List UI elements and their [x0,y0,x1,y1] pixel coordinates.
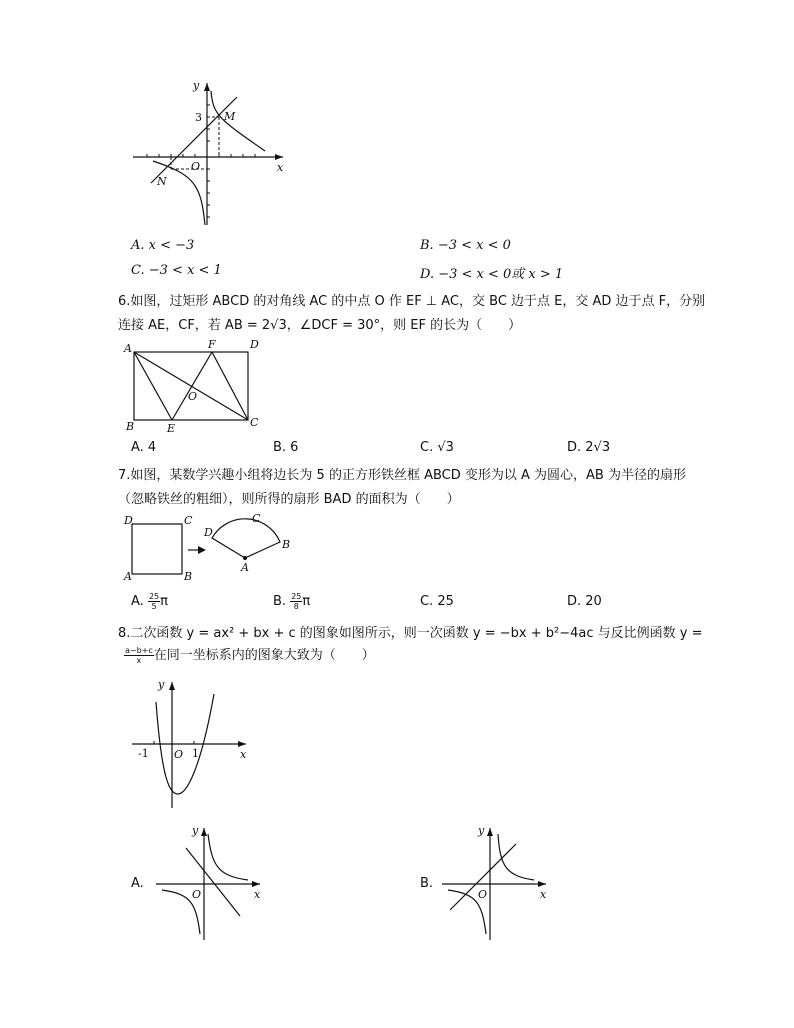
q6-option-d[interactable]: D. 2√3 [567,440,611,455]
q8-option-b-x-arrow-icon [538,881,546,887]
q8-option-a-hyperbola-1 [208,834,248,880]
q8-option-b-y-arrow-icon [487,828,493,836]
q5-origin-label: O [191,160,201,173]
q7-center-point [243,556,247,560]
q5-x-arrow-icon [275,154,283,160]
q8-question-line-2 [124,644,375,665]
q8-option-b-x-label: x [540,888,547,901]
q6-question-line-2: 连接 AE，CF，若 AB = 2√3，∠DCF = 30°，则 EF 的长为（ ） [118,318,522,333]
q5-x-label: x [277,161,284,174]
q7-option-b-prefix: B. [273,594,287,609]
q7-square-label-a: A [124,570,132,583]
q8-option-a-origin-label: O [192,888,202,901]
q5-option-a[interactable]: A. x < −3 [131,238,195,253]
q7-option-b[interactable] [273,592,310,611]
q7-sector [212,519,280,558]
q8-option-a-y-arrow-icon [201,828,207,836]
q8-question-line-2-rest: 在同一坐标系内的图象大致为（ ） [153,648,375,663]
q5-option-b[interactable]: B. −3 < x < 0 [420,238,511,253]
q8-question-line-1: 8.二次函数 y = ax² + bx + c 的图象如图所示，则一次函数 y = −bx + b²−4ac 与反比例函数 y = [118,626,703,641]
q6-diagonal-ac [134,352,248,420]
q8-parabola-graph [128,672,258,812]
q8-origin-label: O [174,748,184,761]
q7-sector-label-d: D [204,526,213,539]
q8-x-label: x [240,748,247,761]
q7-question-line-2: （忽略铁丝的粗细），则所得的扇形 BAD 的面积为（ ） [118,492,460,507]
q8-x-arrow-icon [238,741,246,747]
q7-option-b-pi: π [302,594,311,609]
q5-m-label: M [224,110,236,123]
q8-option-b-graph[interactable] [436,822,556,942]
q7-question-line-1: 7.如图，某数学兴趣小组将边长为 5 的正方形铁丝框 ABCD 变形为以 A 为圆心，AB 为半径的扇形 [118,468,686,483]
q8-neg1-label: -1 [138,747,149,760]
q8-one-label: 1 [192,747,199,760]
q5-graph [125,75,295,235]
q6-segment-ae [134,352,172,420]
q6-segment-ef [172,352,212,420]
q7-square-to-sector-figure [122,510,302,590]
q5-option-d[interactable]: D. −3 < x < 0或 x > 1 [420,267,564,282]
q8-fraction: $\frac{a-b+c}{x}$ [125,646,153,665]
q8-option-a-y-label: y [192,824,199,837]
q7-square-label-b: B [184,570,193,583]
q6-rectangle-figure [122,336,272,436]
q6-label-d: D [250,338,259,351]
q7-option-a-pi: π [160,594,168,609]
q7-option-a-prefix: A. [131,594,144,609]
q5-n-label: N [157,175,167,188]
q6-label-a: A [124,342,132,355]
q7-option-d[interactable]: D. 20 [567,594,602,609]
q8-y-label: y [158,678,165,691]
q6-option-b[interactable]: B. 6 [273,440,299,455]
q7-square [132,524,182,574]
q6-label-f: F [208,338,216,351]
q6-label-o: O [188,390,198,403]
q5-y-arrow-icon [204,83,210,91]
q5-y-label: y [193,79,200,92]
q8-option-a-x-label: x [254,888,261,901]
q6-option-a[interactable]: A. 4 [131,440,157,455]
q7-square-label-c: C [184,514,193,527]
q8-option-a-label[interactable]: A. [131,876,144,891]
q7-option-b-fraction: $\frac{25}{8}$ [291,592,302,611]
q7-sector-label-a: A [241,561,249,574]
q7-sector-label-b: B [282,538,291,551]
q7-square-label-d: D [124,514,133,527]
q8-option-a-graph[interactable] [150,822,270,942]
q6-question-line-1: 6.如图，过矩形 ABCD 的对角线 AC 的中点 O 作 EF ⊥ AC，交 BC 边于点 E，交 AD 边于点 F，分别 [118,294,706,309]
q8-option-b-origin-label: O [478,888,488,901]
q7-option-a-fraction: $\frac{25}{5}$ [148,592,160,611]
q7-option-c[interactable]: C. 25 [420,594,454,609]
q8-y-arrow-icon [169,682,175,690]
q6-label-e: E [167,422,176,435]
q7-option-a[interactable] [131,592,168,611]
q5-three-label: 3 [195,111,202,124]
q8-option-b-label[interactable]: B. [420,876,434,891]
q8-option-a-x-arrow-icon [252,881,260,887]
q7-sector-label-c: C [252,512,261,525]
q5-option-c[interactable]: C. −3 < x < 1 [131,263,222,278]
q6-option-c[interactable]: C. √3 [420,440,454,455]
q6-label-b: B [126,420,135,433]
q7-arrow-icon [198,546,206,554]
q6-label-c: C [250,416,259,429]
q8-option-b-y-label: y [478,824,485,837]
